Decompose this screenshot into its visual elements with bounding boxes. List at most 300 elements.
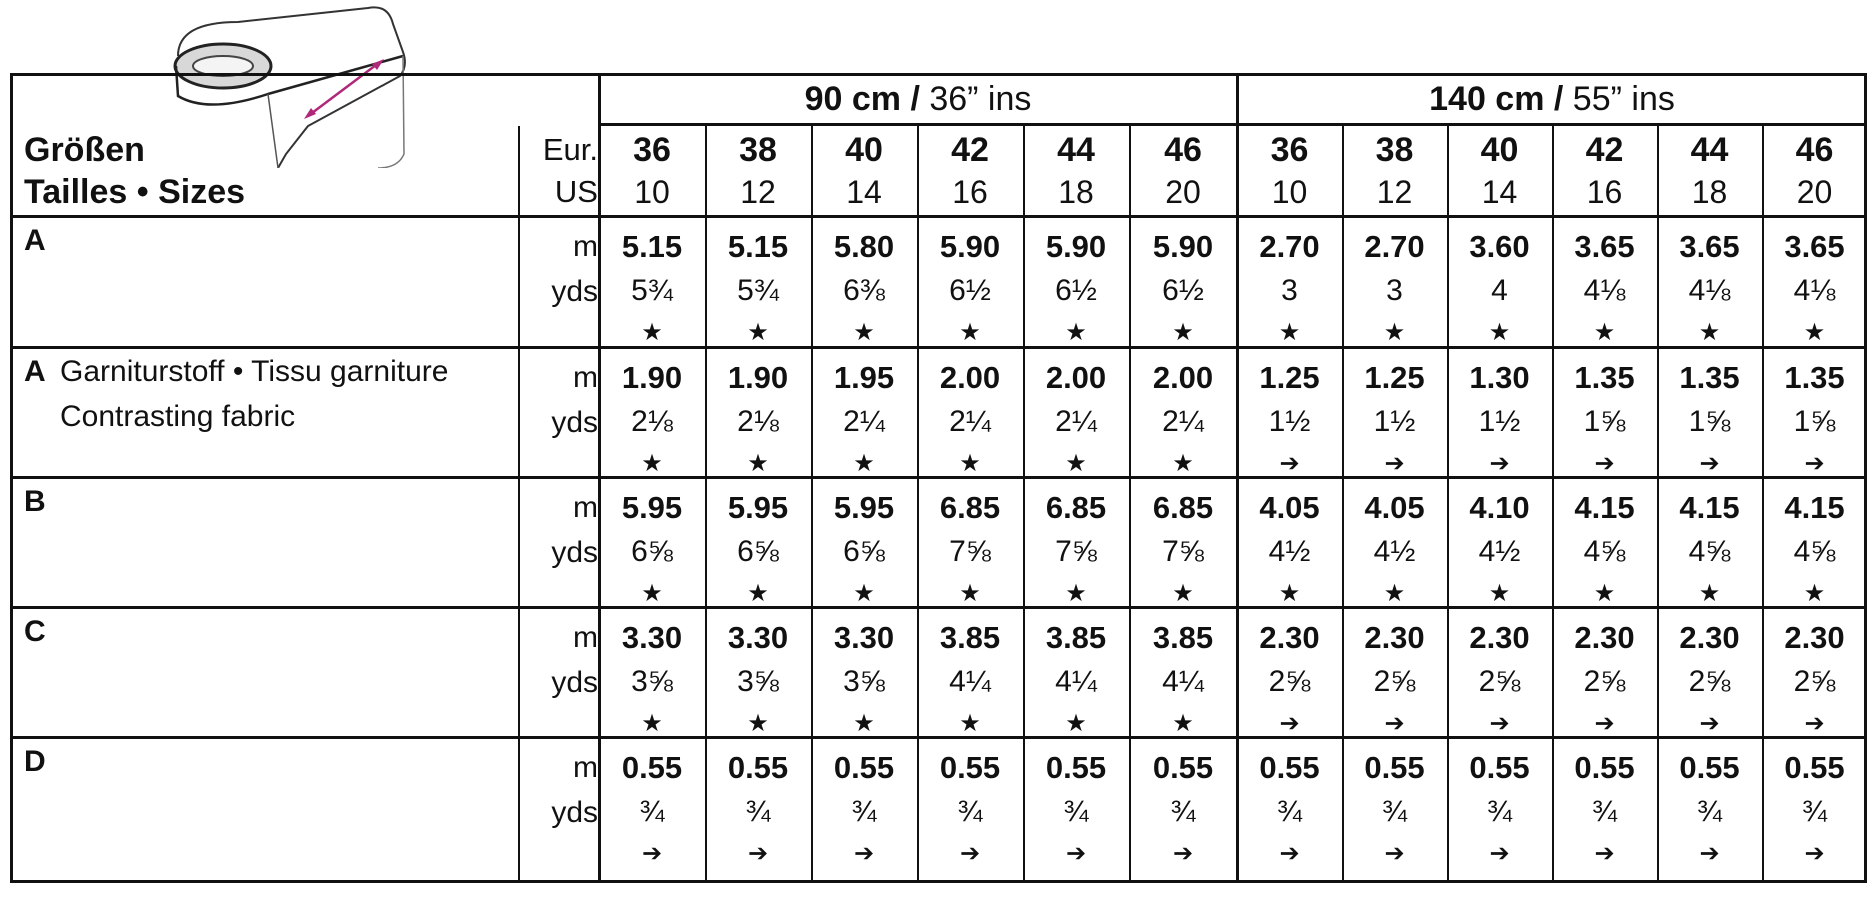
meters-value: 5.95: [727, 490, 789, 525]
yards-value: 4⅛: [1688, 274, 1731, 307]
arrow-right-icon: ➔: [641, 840, 663, 867]
yardage-cell: [1552, 615, 1657, 744]
yardage-cell: [1023, 745, 1129, 874]
star-icon: ★: [747, 319, 769, 346]
meters-value: 0.55: [1259, 750, 1320, 785]
yards-value: ¾: [639, 795, 665, 828]
meters-value: 3.65: [1784, 229, 1845, 264]
star-icon: ★: [641, 710, 663, 737]
yardage-cell: [1447, 745, 1552, 874]
star-icon: ★: [1065, 580, 1087, 607]
width-cm: 140 cm: [1429, 80, 1545, 118]
star-icon: ★: [1803, 319, 1826, 346]
unit-meters: m: [573, 621, 598, 654]
yards-value: 2⅝: [1583, 665, 1626, 698]
arrow-right-icon: ➔: [1489, 710, 1510, 737]
unit-labels: [518, 355, 598, 445]
meters-value: 6.85: [939, 490, 1001, 525]
yardage-cell: [811, 224, 917, 353]
width-header-140cm: [1237, 73, 1867, 125]
arrow-right-icon: ➔: [1384, 840, 1405, 867]
yardage-cell: [1023, 615, 1129, 744]
yardage-cell: [1342, 355, 1447, 484]
meters-value: 0.55: [1045, 750, 1107, 785]
size-us-label: 12: [1376, 174, 1413, 210]
yardage-cell: [705, 485, 811, 614]
yards-value: ¾: [1170, 795, 1196, 828]
size-eur-label: 44: [1057, 131, 1095, 169]
size-us-label: 20: [1165, 174, 1201, 210]
yards-value: 1⅝: [1583, 405, 1626, 438]
yardage-cell: [1447, 355, 1552, 484]
yardage-cell: [1552, 745, 1657, 874]
yardage-cell: [1762, 355, 1867, 484]
star-icon: ★: [1065, 319, 1087, 346]
view-label: [24, 218, 60, 263]
size-eur-label: 46: [1164, 131, 1202, 169]
star-icon: ★: [853, 580, 875, 607]
meters-value: 0.55: [1364, 750, 1425, 785]
yardage-cell: [1129, 615, 1237, 744]
eur-label: Eur.: [542, 132, 598, 167]
meters-value: 1.35: [1679, 360, 1740, 395]
star-icon: ★: [1698, 319, 1721, 346]
meters-value: 3.65: [1679, 229, 1740, 264]
yardage-cell: [1342, 745, 1447, 874]
size-header-cell: [1762, 129, 1867, 213]
yards-value: 5¾: [737, 274, 779, 307]
yardage-cell: [1342, 224, 1447, 353]
arrow-right-icon: ➔: [1172, 840, 1194, 867]
yardage-cell: [1657, 224, 1762, 353]
yards-value: ¾: [1063, 795, 1089, 828]
yards-value: 4⅝: [1793, 535, 1836, 568]
size-eur-label: 38: [1375, 131, 1414, 169]
meters-value: 1.35: [1574, 360, 1635, 395]
meters-value: 6.85: [1045, 490, 1107, 525]
size-us-label: 18: [1058, 174, 1094, 210]
unit-yards: yds: [551, 406, 598, 439]
yardage-cell: [1129, 224, 1237, 353]
yards-value: 2¼: [949, 405, 991, 438]
size-us-label: 14: [1481, 174, 1518, 210]
meters-value: 2.30: [1469, 620, 1530, 655]
view-letter: A: [24, 355, 46, 388]
star-icon: ★: [959, 710, 981, 737]
yardage-cell: [1237, 355, 1342, 484]
meters-value: 2.00: [1045, 360, 1107, 395]
star-icon: ★: [747, 710, 769, 737]
meters-value: 1.25: [1364, 360, 1425, 395]
yardage-cell: [599, 745, 705, 874]
yards-value: 6½: [949, 274, 991, 307]
yardage-cell: [1762, 615, 1867, 744]
yards-value: 4½: [1478, 535, 1521, 568]
meters-value: 2.00: [1152, 360, 1214, 395]
meters-value: 3.65: [1574, 229, 1635, 264]
meters-value: 4.05: [1259, 490, 1320, 525]
yardage-cell: [1237, 224, 1342, 353]
arrow-right-icon: ➔: [1699, 840, 1720, 867]
yardage-cell: [1129, 485, 1237, 614]
yardage-cell: [599, 485, 705, 614]
yardage-cell: [1657, 485, 1762, 614]
yards-value: 2⅛: [737, 405, 779, 438]
yardage-cell: [1237, 745, 1342, 874]
view-letter: C: [24, 615, 46, 648]
size-header-cell: [1023, 129, 1129, 213]
yardage-cell: [1237, 485, 1342, 614]
yards-value: 4¼: [1162, 665, 1204, 698]
star-icon: ★: [853, 319, 875, 346]
unit-labels: [518, 485, 598, 575]
width-cm: 90 cm: [804, 80, 901, 118]
arrow-right-icon: ➔: [1279, 710, 1300, 737]
yardage-cell: [1342, 485, 1447, 614]
view-letter: B: [24, 485, 46, 518]
unit-meters: m: [573, 230, 598, 263]
meters-value: 5.95: [833, 490, 895, 525]
view-label: [24, 479, 60, 524]
yards-value: 6⅝: [843, 535, 885, 568]
star-icon: ★: [1383, 580, 1406, 607]
size-header-cell: [1342, 129, 1447, 213]
size-eur-label: 40: [1480, 131, 1519, 169]
star-icon: ★: [1172, 710, 1194, 737]
yardage-cell: [599, 355, 705, 484]
yardage-cell: [1552, 485, 1657, 614]
meters-value: 0.55: [621, 750, 683, 785]
size-us-label: 12: [740, 174, 776, 210]
yardage-cell: [811, 615, 917, 744]
star-icon: ★: [1065, 710, 1087, 737]
yardage-cell: [705, 745, 811, 874]
arrow-right-icon: ➔: [1594, 710, 1615, 737]
star-icon: ★: [959, 450, 981, 477]
meters-value: 4.15: [1574, 490, 1635, 525]
yards-value: 3⅝: [737, 665, 779, 698]
unit-yards: yds: [551, 796, 598, 829]
yards-value: ¾: [957, 795, 983, 828]
meters-value: 1.90: [727, 360, 789, 395]
yards-value: 2¼: [1055, 405, 1097, 438]
size-header-cell: [705, 129, 811, 213]
yards-value: 6½: [1162, 274, 1204, 307]
yards-value: 1⅝: [1688, 405, 1731, 438]
yards-value: 6½: [1055, 274, 1097, 307]
star-icon: ★: [1172, 580, 1194, 607]
yards-value: 7⅝: [1162, 535, 1204, 568]
star-icon: ★: [1278, 580, 1301, 607]
yards-value: 2¼: [843, 405, 885, 438]
star-icon: ★: [1698, 580, 1721, 607]
star-icon: ★: [1172, 450, 1194, 477]
yardage-cell: [1657, 615, 1762, 744]
arrow-right-icon: ➔: [1489, 450, 1510, 477]
meters-value: 2.30: [1574, 620, 1635, 655]
yardage-cell: [705, 224, 811, 353]
yardage-cell: [1657, 745, 1762, 874]
meters-value: 5.90: [939, 229, 1001, 264]
meters-value: 2.30: [1679, 620, 1740, 655]
arrow-right-icon: ➔: [1489, 840, 1510, 867]
arrow-right-icon: ➔: [1384, 710, 1405, 737]
size-eur-label: 40: [845, 131, 883, 169]
yards-value: 2⅝: [1688, 665, 1731, 698]
arrow-right-icon: ➔: [1699, 450, 1720, 477]
width-separator: /: [901, 80, 930, 118]
meters-value: 3.85: [1045, 620, 1107, 655]
table-border-bottom: [10, 880, 1867, 883]
size-eur-label: 36: [1270, 131, 1309, 169]
arrow-right-icon: ➔: [1279, 450, 1300, 477]
yards-value: 1⅝: [1793, 405, 1836, 438]
meters-value: 5.15: [727, 229, 789, 264]
view-label-line: [24, 218, 60, 263]
yards-value: 4¼: [949, 665, 991, 698]
yardage-cell: [1342, 615, 1447, 744]
yards-value: ¾: [1381, 795, 1408, 828]
star-icon: ★: [1172, 319, 1194, 346]
yardage-cell: [1023, 485, 1129, 614]
size-us-label: 16: [952, 174, 988, 210]
arrow-right-icon: ➔: [1804, 450, 1825, 477]
star-icon: ★: [1593, 319, 1616, 346]
yards-value: 4: [1491, 274, 1508, 307]
meters-value: 1.25: [1259, 360, 1320, 395]
size-eur-label: 46: [1795, 131, 1834, 169]
meters-value: 1.35: [1784, 360, 1845, 395]
star-icon: ★: [853, 710, 875, 737]
header-bottom-rule: [10, 215, 1867, 218]
us-label: US: [554, 174, 598, 209]
yards-value: 2⅝: [1373, 665, 1416, 698]
yardage-cell: [1129, 355, 1237, 484]
unit-meters: m: [573, 491, 598, 524]
size-us-label: 10: [634, 174, 670, 210]
sizes-label-fr-en: Tailles • Sizes: [24, 173, 246, 211]
yards-value: 4¼: [1055, 665, 1097, 698]
meters-value: 2.30: [1364, 620, 1425, 655]
yardage-cell: [1447, 485, 1552, 614]
star-icon: ★: [1065, 450, 1087, 477]
yards-value: ¾: [1591, 795, 1618, 828]
yardage-cell: [811, 355, 917, 484]
meters-value: 5.15: [621, 229, 683, 264]
view-label-line: [24, 609, 60, 654]
yards-value: ¾: [745, 795, 771, 828]
yardage-cell: [917, 355, 1023, 484]
size-eur-label: 44: [1690, 131, 1729, 169]
yards-value: 3: [1386, 274, 1403, 307]
size-header-cell: [811, 129, 917, 213]
star-icon: ★: [853, 450, 875, 477]
meters-value: 4.15: [1679, 490, 1740, 525]
star-icon: ★: [641, 450, 663, 477]
meters-value: 1.95: [833, 360, 895, 395]
yardage-cell: [599, 615, 705, 744]
size-header-cell: [917, 129, 1023, 213]
arrow-right-icon: ➔: [1065, 840, 1087, 867]
star-icon: ★: [747, 580, 769, 607]
yardage-cell: [1762, 224, 1867, 353]
yards-value: ¾: [1276, 795, 1303, 828]
width-header-90cm: [599, 73, 1237, 125]
yards-value: 4⅝: [1583, 535, 1626, 568]
yardage-cell: [811, 485, 917, 614]
yards-value: 6⅝: [737, 535, 779, 568]
arrow-right-icon: ➔: [1594, 450, 1615, 477]
yardage-cell: [917, 485, 1023, 614]
sizes-label-de: Größen: [24, 131, 145, 169]
yardage-cell: [1129, 745, 1237, 874]
star-icon: ★: [1488, 319, 1511, 346]
meters-value: 0.55: [727, 750, 789, 785]
yardage-cell: [1657, 355, 1762, 484]
star-icon: ★: [747, 450, 769, 477]
view-description-line-2: Contrasting fabric: [60, 400, 296, 433]
yardage-cell: [1023, 224, 1129, 353]
size-header-cell: [1552, 129, 1657, 213]
yardage-cell: [917, 745, 1023, 874]
size-header-cell: [1129, 129, 1237, 213]
meters-value: 5.90: [1045, 229, 1107, 264]
yards-value: 3⅝: [843, 665, 885, 698]
meters-value: 4.05: [1364, 490, 1425, 525]
yards-value: 2⅝: [1268, 665, 1311, 698]
yardage-cell: [705, 615, 811, 744]
view-label: [24, 739, 60, 784]
yards-value: ¾: [851, 795, 877, 828]
size-eur-label: 42: [1585, 131, 1624, 169]
yardage-chart: [10, 73, 1867, 883]
view-label-line: [24, 479, 60, 524]
meters-value: 0.55: [1469, 750, 1530, 785]
star-icon: ★: [1593, 580, 1616, 607]
meters-value: 3.30: [727, 620, 789, 655]
meters-value: 0.55: [1784, 750, 1845, 785]
meters-value: 0.55: [1152, 750, 1214, 785]
yards-value: 4⅛: [1583, 274, 1626, 307]
meters-value: 3.30: [621, 620, 683, 655]
header-divider: [599, 123, 1867, 126]
size-header-cell: [1657, 129, 1762, 213]
size-eur-label: 36: [633, 131, 671, 169]
size-us-label: 18: [1691, 174, 1728, 210]
yardage-cell: [1552, 355, 1657, 484]
yards-value: 2⅛: [631, 405, 673, 438]
yards-value: 7⅝: [1055, 535, 1097, 568]
star-icon: ★: [641, 319, 663, 346]
arrow-right-icon: ➔: [747, 840, 769, 867]
meters-value: 0.55: [939, 750, 1001, 785]
meters-value: 5.90: [1152, 229, 1214, 264]
unit-meters: m: [573, 361, 598, 394]
size-eur-label: 38: [739, 131, 777, 169]
yards-value: 2⅝: [1793, 665, 1836, 698]
meters-value: 0.55: [833, 750, 895, 785]
arrow-right-icon: ➔: [1384, 450, 1405, 477]
view-letter: A: [24, 224, 46, 257]
yards-value: 2¼: [1162, 405, 1204, 438]
meters-value: 6.85: [1152, 490, 1214, 525]
arrow-right-icon: ➔: [1804, 840, 1825, 867]
yardage-cell: [599, 224, 705, 353]
size-header-cell: [1237, 129, 1342, 213]
meters-value: 3.60: [1469, 229, 1530, 264]
yards-value: 1½: [1268, 405, 1311, 438]
yardage-cell: [1237, 615, 1342, 744]
meters-value: 4.10: [1469, 490, 1530, 525]
star-icon: ★: [1803, 580, 1826, 607]
yards-value: ¾: [1486, 795, 1513, 828]
unit-labels: [518, 224, 598, 314]
yardage-cell: [917, 615, 1023, 744]
yards-value: ¾: [1696, 795, 1723, 828]
unit-meters: m: [573, 751, 598, 784]
size-us-label: 20: [1796, 174, 1833, 210]
meters-value: 5.80: [833, 229, 895, 264]
table-border-top: [10, 73, 1867, 76]
size-header-cell: [599, 129, 705, 213]
yards-value: 1½: [1478, 405, 1521, 438]
meters-value: 1.30: [1469, 360, 1530, 395]
size-us-label: 10: [1271, 174, 1308, 210]
meters-value: 1.90: [621, 360, 683, 395]
star-icon: ★: [959, 580, 981, 607]
yards-value: 4⅝: [1688, 535, 1731, 568]
meters-value: 2.70: [1364, 229, 1425, 264]
view-label-line: [24, 349, 448, 394]
arrow-right-icon: ➔: [959, 840, 981, 867]
width-ins: 55” ins: [1572, 80, 1675, 118]
size-eur-label: 42: [951, 131, 989, 169]
meters-value: 2.30: [1259, 620, 1320, 655]
view-label-line: [24, 739, 60, 784]
width-separator: /: [1544, 80, 1573, 118]
yards-value: 2⅝: [1478, 665, 1521, 698]
star-icon: ★: [641, 580, 663, 607]
arrow-right-icon: ➔: [1594, 840, 1615, 867]
meters-value: 4.15: [1784, 490, 1845, 525]
star-icon: ★: [1383, 319, 1406, 346]
meters-value: 2.70: [1259, 229, 1320, 264]
yardage-cell: [1762, 485, 1867, 614]
star-icon: ★: [1278, 319, 1301, 346]
meters-value: 5.95: [621, 490, 683, 525]
yards-value: 7⅝: [949, 535, 991, 568]
star-icon: ★: [959, 319, 981, 346]
width-ins: 36” ins: [929, 80, 1032, 118]
yards-value: 1½: [1373, 405, 1416, 438]
size-header-cell: [1447, 129, 1552, 213]
yardage-cell: [811, 745, 917, 874]
yards-value: 3: [1281, 274, 1298, 307]
sizes-label: [24, 129, 245, 213]
arrow-right-icon: ➔: [1699, 710, 1720, 737]
meters-value: 2.30: [1784, 620, 1845, 655]
yardage-cell: [1552, 224, 1657, 353]
view-label: [24, 349, 448, 439]
arrow-right-icon: ➔: [853, 840, 875, 867]
unit-labels: [518, 615, 598, 705]
unit-yards: yds: [551, 666, 598, 699]
view-label: [24, 609, 60, 654]
star-icon: ★: [1488, 580, 1511, 607]
yardage-cell: [1447, 615, 1552, 744]
arrow-right-icon: ➔: [1279, 840, 1300, 867]
yards-value: 6⅝: [631, 535, 673, 568]
